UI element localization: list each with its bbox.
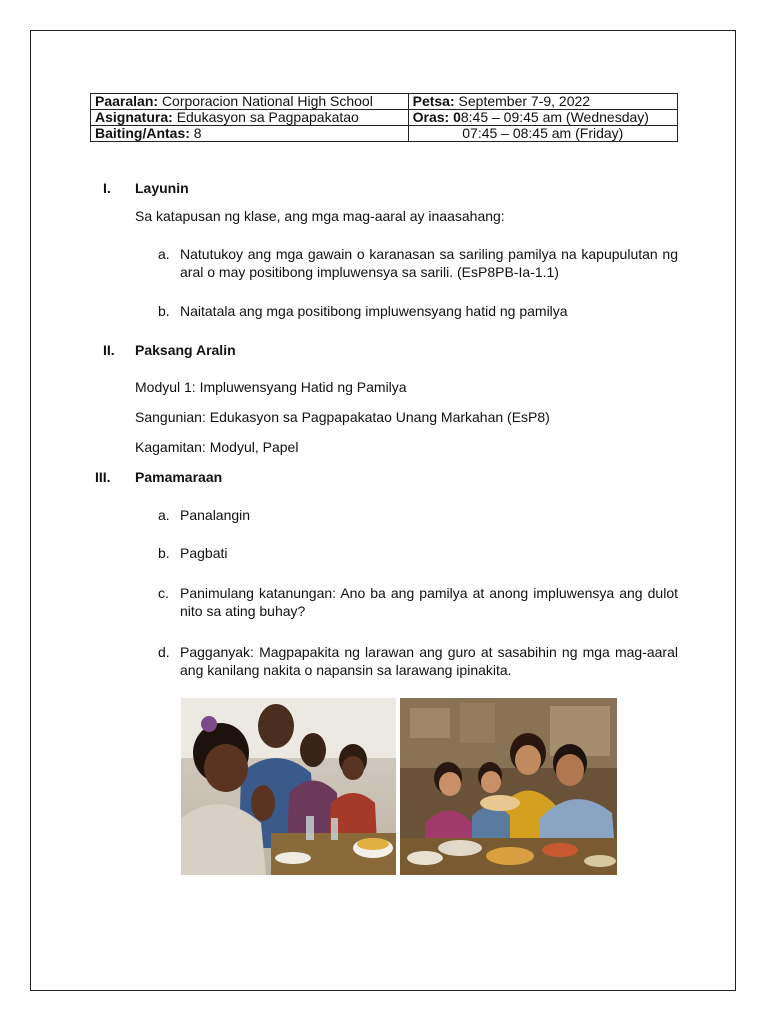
topic-line: Modyul 1: Impluwensyang Hatid ng Pamilya: [135, 379, 407, 395]
list-item: d. Pagganyak: Magpapakita ng larawan ang guro at sasabihin ng mga mag-aaral ang kanilang nakita o napansin sa larawang ipinakita.: [158, 644, 678, 678]
reference-line: Sangunian: Edukasyon sa Pagpapakatao Unang Markahan (EsP8): [135, 409, 550, 425]
family-photos: [181, 698, 617, 875]
list-item: a. Natutukoy ang mga gawain o karanasan sa sariling pamilya na kapupulutan ng aral o may positibong impluwensya sa sarili. (EsP8PB-Ia-1.1): [158, 246, 678, 280]
family-praying-photo: [181, 698, 396, 875]
materials-line: Kagamitan: Modyul, Papel: [135, 439, 299, 455]
section-title: Pamamaraan: [135, 469, 223, 485]
list-item: b. Pagbati: [158, 545, 228, 561]
header-table: [90, 93, 678, 142]
section-numeral: I.: [103, 180, 111, 196]
section-title: Layunin: [135, 180, 189, 196]
list-item: b. Naitatala ang mga positibong impluwensyang hatid ng pamilya: [158, 303, 568, 319]
table-row: [91, 126, 678, 142]
table-row: [91, 94, 678, 110]
time-cell: Oras: 08:45 – 09:45 am (Wednesday): [408, 110, 677, 126]
section-numeral: II.: [103, 342, 115, 358]
section-intro: Sa katapusan ng klase, ang mga mag-aaral ay inaasahang:: [135, 208, 505, 224]
section-numeral: III.: [95, 469, 111, 485]
table-row: [91, 110, 678, 126]
time-cell-2: 07:45 – 08:45 am (Friday): [408, 126, 677, 142]
section-title: Paksang Aralin: [135, 342, 236, 358]
list-item: a. Panalangin: [158, 507, 251, 523]
subject-cell: Asignatura: Edukasyon sa Pagpapakatao: [91, 110, 409, 126]
school-cell: Paaralan: Corporacion National High School: [91, 94, 409, 110]
family-dinner-photo: [400, 698, 617, 875]
grade-cell: Baiting/Antas: 8: [91, 126, 409, 142]
date-cell: Petsa: September 7-9, 2022: [408, 94, 677, 110]
list-item: c. Panimulang katanungan: Ano ba ang pamilya at anong impluwensya ang dulot nito sa ating buhay?: [158, 585, 678, 619]
